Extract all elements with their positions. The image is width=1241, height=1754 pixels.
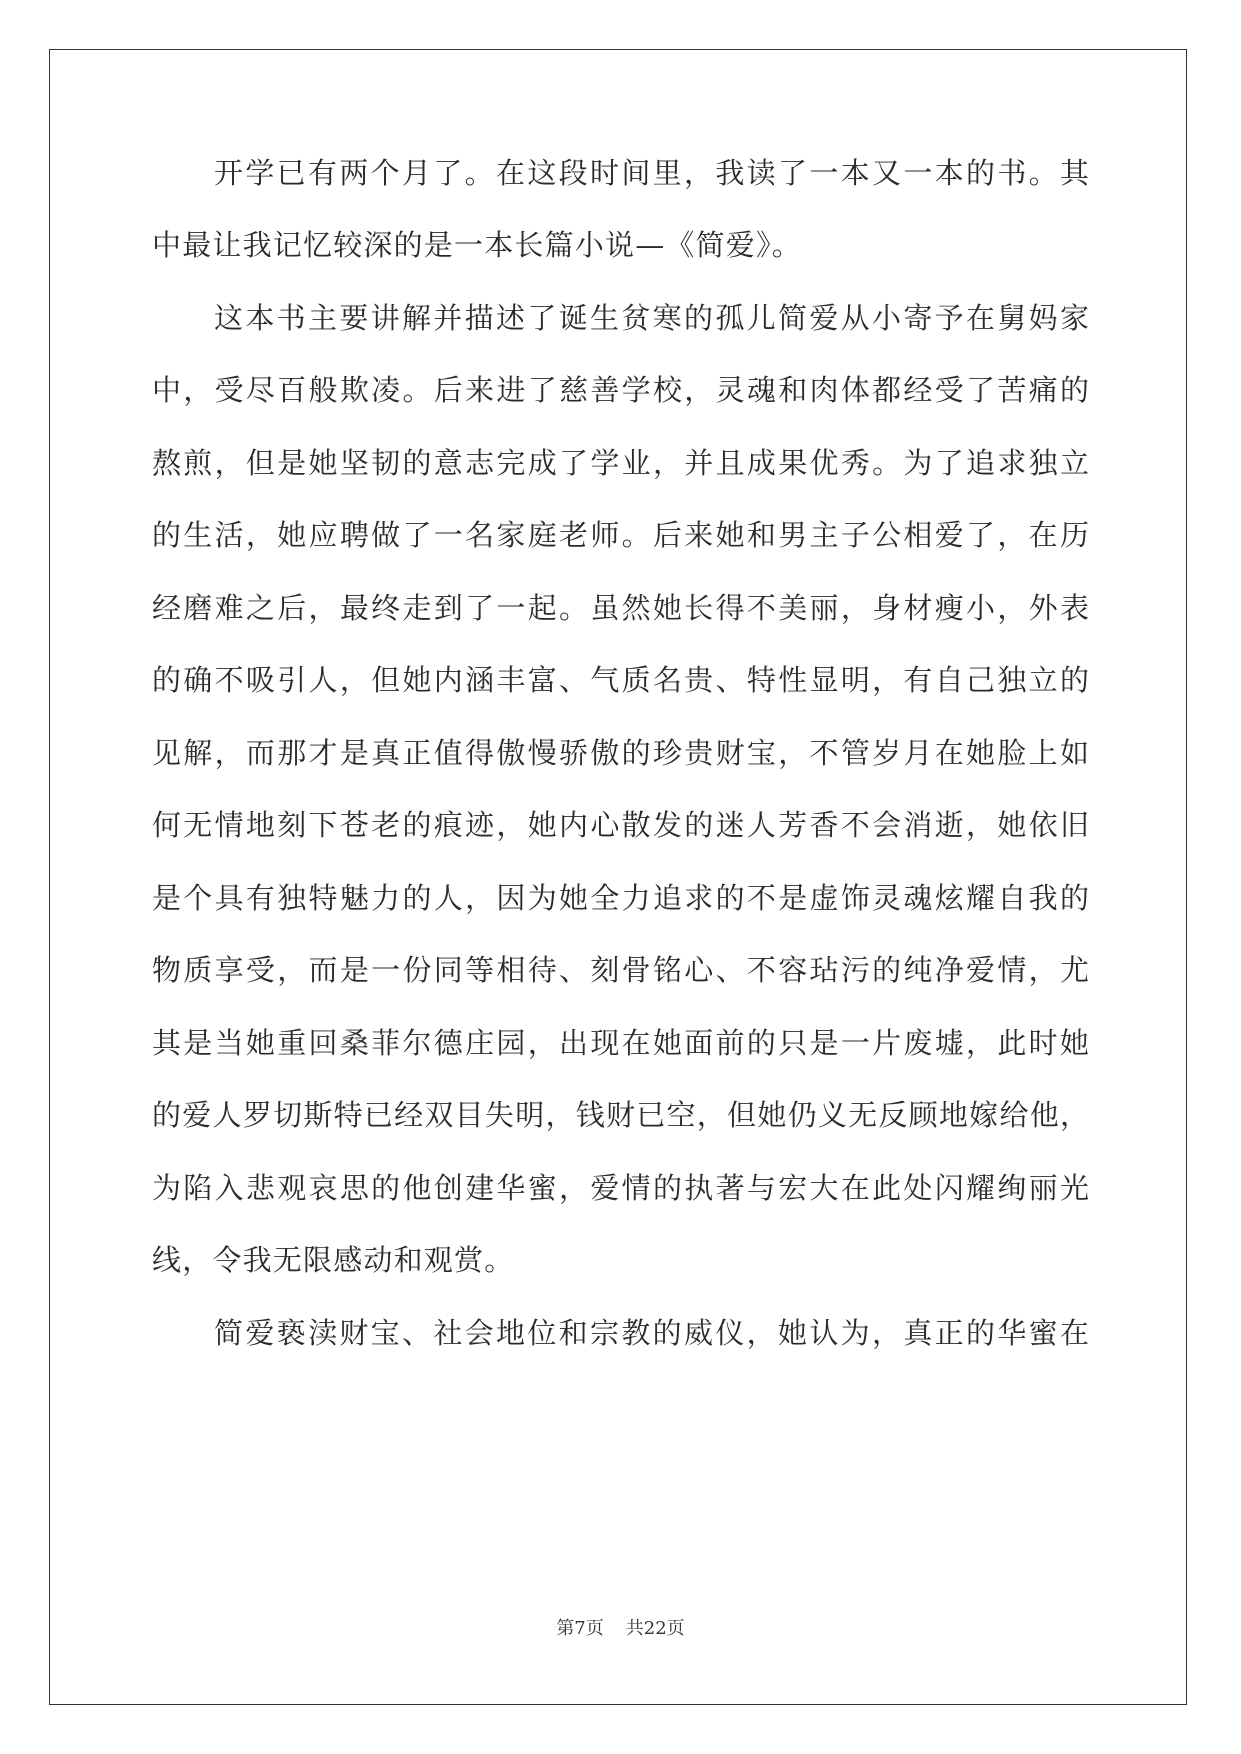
text-line: 见解，而那才是真正值得傲慢骄傲的珍贵财宝，不管岁月在她脸上如	[152, 736, 1089, 770]
text-line: 的生活，她应聘做了一名家庭老师。后来她和男主子公相爱了，在历	[152, 518, 1089, 552]
text-line: 开学已有两个月了。在这段时间里，我读了一本又一本的书。其	[214, 156, 1089, 190]
text-line: 熬煎，但是她坚韧的意志完成了学业，并且成果优秀。为了追求独立	[152, 446, 1089, 480]
text-line: 这本书主要讲解并描述了诞生贫寒的孤儿简爱从小寄予在舅妈家	[214, 301, 1089, 335]
page-footer	[0, 1617, 1241, 1641]
text-line: 中最让我记忆较深的是一本长篇小说—《简爱》。	[152, 228, 802, 262]
total-page-count: 共22页	[625, 1618, 685, 1639]
text-line: 的爱人罗切斯特已经双目失明，钱财已空，但她仍义无反顾地嫁给他，	[152, 1098, 1089, 1132]
text-line: 为陷入悲观哀思的他创建华蜜，爱情的执著与宏大在此处闪耀绚丽光	[152, 1171, 1089, 1205]
current-page-number: 第7页	[556, 1618, 604, 1639]
text-line: 经磨难之后，最终走到了一起。虽然她长得不美丽，身材瘦小，外表	[152, 591, 1089, 625]
text-line: 的确不吸引人，但她内涵丰富、气质名贵、特性显明，有自己独立的	[152, 663, 1089, 697]
text-line: 其是当她重回桑菲尔德庄园，出现在她面前的只是一片废墟，此时她	[152, 1026, 1089, 1060]
text-line: 中，受尽百般欺凌。后来进了慈善学校，灵魂和肉体都经受了苦痛的	[152, 373, 1089, 407]
text-line: 线，令我无限感动和观赏。	[152, 1243, 515, 1277]
text-line: 何无情地刻下苍老的痕迹，她内心散发的迷人芳香不会消逝，她依旧	[152, 808, 1089, 842]
text-line: 是个具有独特魅力的人，因为她全力追求的不是虚饰灵魂炫耀自我的	[152, 881, 1089, 915]
text-line: 简爱亵渎财宝、社会地位和宗教的威仪，她认为，真正的华蜜在	[214, 1316, 1089, 1350]
text-line: 物质享受，而是一份同等相待、刻骨铭心、不容玷污的纯净爱情，尤	[152, 953, 1089, 987]
